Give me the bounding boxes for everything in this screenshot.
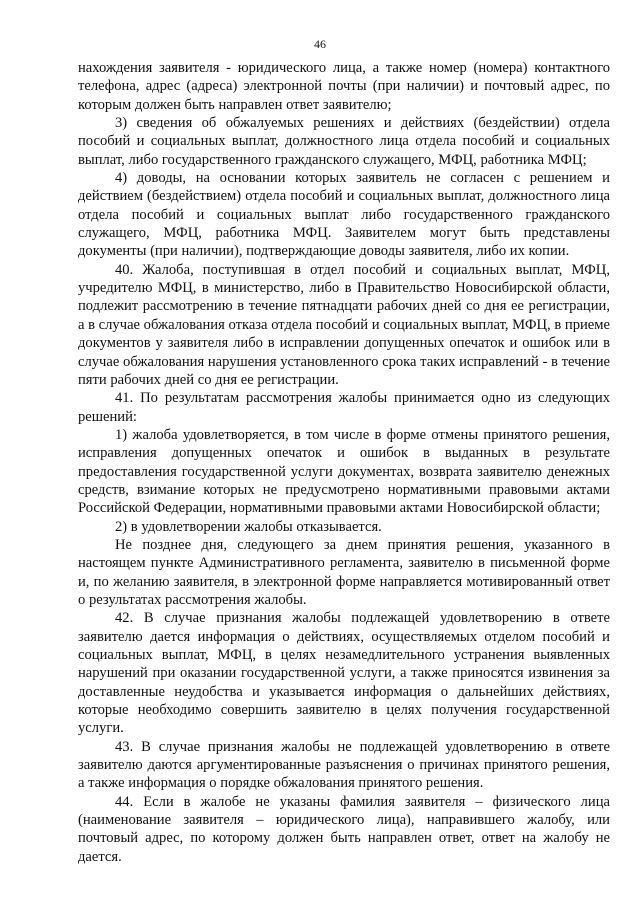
paragraph-item-3: 3) сведения об обжалуемых решениях и действиях (бездействии) отдела пособий и социальных выплат, должностного лица отдела пособий и социальных выплат, либо государственного гражданского служащего, МФЦ, работника МФЦ;: [78, 115, 610, 168]
paragraph-clause-43: 43. В случае признания жалобы не подлежащей удовлетворению в ответе заявителю даются аргументированные разъяснения о причинах принятого решения, а также информация о порядке обжалования принятого решения.: [78, 738, 610, 792]
paragraph-clause-44: 44. Если в жалобе не указаны фамилия заявителя – физического лица (наименование заявителя – юридического лица), направившего жалобу, или почтовый адрес, по которому должен быть направлен ответ, ответ на жалобу не дается.: [78, 793, 610, 865]
page-number: 46: [314, 37, 326, 51]
paragraph-clause-41: 41. По результатам рассмотрения жалобы принимается одно из следующих решений:: [78, 390, 610, 425]
paragraph-clause-42: 42. В случае признания жалобы подлежащей удовлетворению в ответе заявителю дается информация о действиях, осуществляемых отделом пособий и социальных выплат, МФЦ, в целях незамедлительного устранения выявленных нарушений при оказании государственной услуги, а также приносятся извинения за доставленные неудобства и указывается информация о дальнейших действиях, которые необходимо совершить заявителю в целях получения государственной услуги.: [78, 610, 610, 737]
paragraph-continuation: нахождения заявителя - юридического лица, а также номер (номера) контактного телефона, адрес (адреса) электронной почты (при наличии) и почтовый адрес, по которым должен быть направлен ответ заявителю;: [78, 60, 610, 113]
paragraph-decision-2: 2) в удовлетворении жалобы отказывается.: [115, 518, 382, 535]
document-body: [78, 59, 610, 866]
paragraph-response-deadline: Не позднее дня, следующего за днем принятия решения, указанного в настоящем пункте Административного регламента, заявителю в письменной форме и, по желанию заявителя, в электронной форме направляется мотивированный ответ о результатах рассмотрения жалобы.: [78, 536, 610, 608]
paragraph-clause-40: 40. Жалоба, поступившая в отдел пособий и социальных выплат, МФЦ, учредителю МФЦ, в министерство, либо в Правительство Новосибирской области, подлежит рассмотрению в течение пятнадцати рабочих дней со дня ее регистрации, а в случае обжалования отказа отдела пособий и социальных выплат, МФЦ, в приеме документов у заявителя либо в исправлении допущенных опечаток и ошибок или в случае обжалования нарушения установленного срока таких исправлений - в течение пяти рабочих дней со дня ее регистрации.: [78, 261, 610, 388]
paragraph-item-4: 4) доводы, на основании которых заявитель не согласен с решением и действием (бездействием) отдела пособий и социальных выплат, должностного лица отдела пособий и социальных выплат либо государственного гражданского служащего, МФЦ, работника МФЦ. Заявителем могут быть представлены документы (при наличии), подтверждающие доводы заявителя, либо их копии.: [78, 170, 610, 260]
paragraph-decision-1: 1) жалоба удовлетворяется, в том числе в форме отмены принятого решения, исправления допущенных опечаток и ошибок в выданных в результате предоставления государственной услуги документах, возврата заявителю денежных средств, взимание которых не предусмотрено нормативными правовыми актами Российской Федерации, нормативными правовыми актами Новосибирской области;: [78, 426, 610, 517]
